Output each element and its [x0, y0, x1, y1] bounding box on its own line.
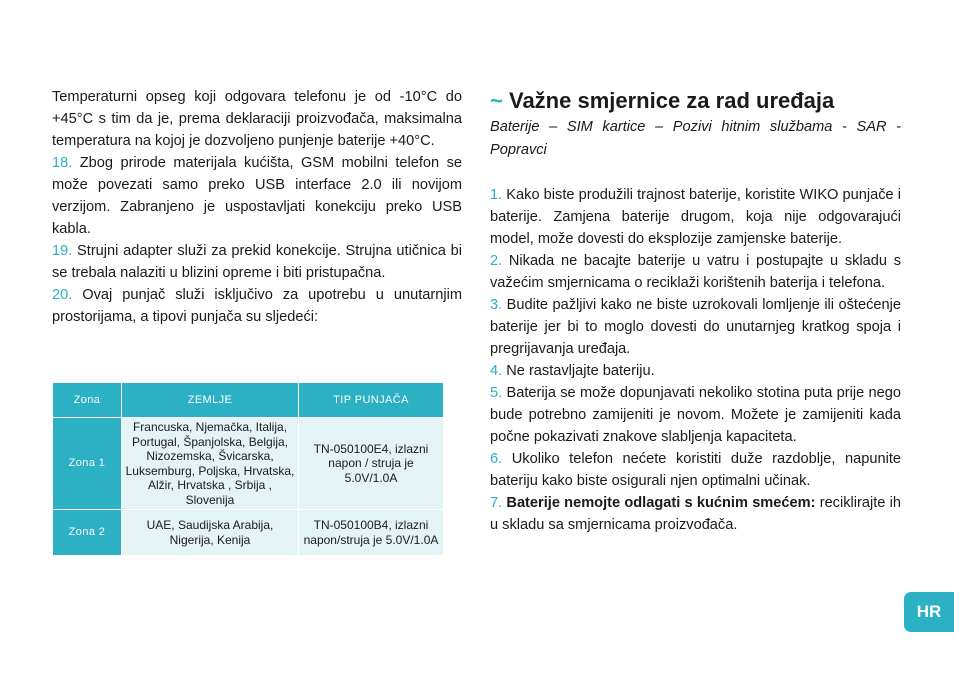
item-text: Nikada ne bacajte baterije u vatru i postupajte u skladu s važećim smjernicama o reciklaži korištenih baterija i telefona. [490, 253, 901, 291]
item-text: Budite pažljivi kako ne biste uzrokovali lomljenje ili oštećenje baterije jer bi to moglo dovesti do unutarnjeg kratkog spoja i pregrijavanja uređaja. [490, 297, 901, 357]
item-number: 18. [52, 155, 73, 171]
section-title-text: Važne smjernice za rad uređaja [508, 88, 835, 113]
table-header-row [53, 383, 444, 418]
item-text: Baterija se može dopunjavati nekoliko stotina puta prije nego bude potrebno zamijeniti je novom. Možete je zamijeniti kada počne pokazivati znakove slabljenja kapaciteta. [490, 385, 901, 445]
temperature-paragraph: Temperaturni opseg koji odgovara telefonu je od -10°C do +45°C s tim da je, prema deklaraciji proizvođača, maksimalna temperatura na kojoj je dozvoljeno punjenje baterije +40°C. [52, 89, 462, 149]
language-badge: HR [904, 592, 954, 632]
header-zone: Zona [53, 383, 122, 418]
left-column [52, 86, 462, 328]
item-number: 2. [490, 253, 503, 269]
charger-cell: TN-050100E4, izlazni napon / struja je 5.0V/1.0A [299, 418, 444, 510]
right-column [490, 86, 901, 536]
item-text: Ovaj punjač služi isključivo za upotrebu u unutarnjim prostorijama, a tipovi punjača su sljedeći: [52, 287, 462, 325]
header-countries: ZEMLJE [122, 383, 299, 418]
item-bold-text: Baterije nemojte odlagati s kućnim smećem: [506, 495, 816, 511]
table-row [53, 418, 444, 510]
guideline-1 [490, 184, 901, 250]
charger-cell: TN-050100B4, izlazni napon/struja je 5.0V/1.0A [299, 510, 444, 556]
item-text: Ne rastavljajte bateriju. [506, 363, 655, 379]
zone-cell: Zona 2 [53, 510, 122, 556]
item-20 [52, 284, 462, 328]
item-19 [52, 240, 462, 284]
guideline-2 [490, 250, 901, 294]
item-text: Ukoliko telefon nećete koristiti duže razdoblje, napunite bateriju kako biste osigurali njen optimalni učinak. [490, 451, 901, 489]
section-title [490, 86, 901, 116]
header-charger-type: TIP PUNJAČA [299, 383, 444, 418]
countries-cell: UAE, Saudijska Arabija, Nigerija, Kenija [122, 510, 299, 556]
countries-cell: Francuska, Njemačka, Italija, Portugal, Španjolska, Belgija, Nizozemska, Švicarska, Luksemburg, Poljska, Hrvatska, Alžir, Hrvatska , Srbija , Slovenija [122, 418, 299, 510]
guideline-4 [490, 360, 901, 382]
tilde-mark: ~ [490, 88, 503, 113]
zone-cell: Zona 1 [53, 418, 122, 510]
item-text: Zbog prirode materijala kućišta, GSM mobilni telefon se može povezati samo preko USB interface 2.0 ili novijom verzijom. Zabranjeno je uspostavljati konekciju preko USB kabla. [52, 155, 462, 237]
item-text: reciklirajte ih u skladu sa smjernicama proizvođača. [490, 495, 901, 533]
item-18 [52, 152, 462, 240]
item-number: 20. [52, 287, 73, 303]
guideline-5 [490, 382, 901, 448]
table-row [53, 510, 444, 556]
item-text: Kako biste produžili trajnost baterije, koristite WIKO punjače i baterije. Zamjena baterije drugom, koja nije odgovarajući model, može dovesti do eksplozije zamjenske baterije. [490, 187, 901, 247]
item-number: 3. [490, 297, 503, 313]
item-number: 5. [490, 385, 503, 401]
charger-zones-table [52, 382, 444, 556]
item-number: 7. [490, 495, 503, 511]
item-number: 4. [490, 363, 503, 379]
item-number: 1. [490, 187, 503, 203]
guideline-7 [490, 492, 901, 536]
item-text: Strujni adapter služi za prekid konekcije. Strujna utičnica bi se trebala nalaziti u blizini opreme i biti pristupačna. [52, 243, 462, 281]
guideline-6 [490, 448, 901, 492]
item-number: 6. [490, 451, 503, 467]
guideline-3 [490, 294, 901, 360]
item-number: 19. [52, 243, 73, 259]
section-subtitle: Baterije – SIM kartice – Pozivi hitnim službama - SAR - Popravci [490, 119, 901, 158]
